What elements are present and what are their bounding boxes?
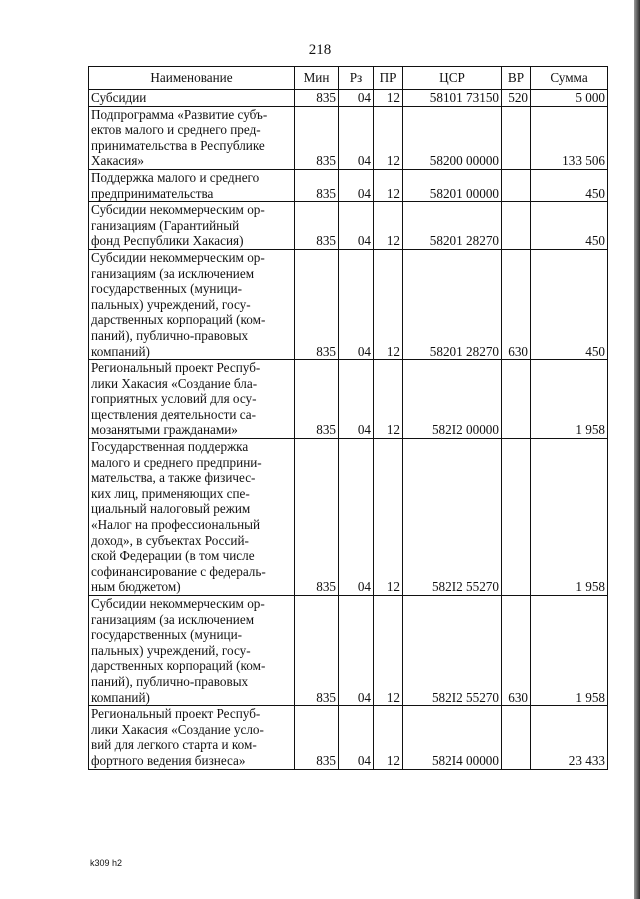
cell-rz: 04 bbox=[339, 706, 374, 769]
header-csr: ЦСР bbox=[403, 67, 502, 90]
cell-csr: 582I2 55270 bbox=[403, 439, 502, 596]
cell-min: 835 bbox=[295, 360, 339, 439]
cell-name: Субсидии некоммерческим ор- ганизациям (за исключением государственных (муници- пальных) учреждений, госу- дарственных корпораций (ком- паний), публично-правовых компаний) bbox=[89, 249, 295, 359]
cell-sum: 1 958 bbox=[531, 596, 608, 706]
cell-rz: 04 bbox=[339, 596, 374, 706]
cell-min: 835 bbox=[295, 439, 339, 596]
cell-vr bbox=[502, 169, 531, 201]
header-min: Мин bbox=[295, 67, 339, 90]
cell-sum: 5 000 bbox=[531, 90, 608, 107]
cell-csr: 582I2 55270 bbox=[403, 596, 502, 706]
table-header-row bbox=[89, 67, 608, 90]
header-name: Наименование bbox=[89, 67, 295, 90]
cell-csr: 582I2 00000 bbox=[403, 360, 502, 439]
cell-csr: 582I4 00000 bbox=[403, 706, 502, 769]
cell-min: 835 bbox=[295, 106, 339, 169]
cell-csr: 58201 28270 bbox=[403, 249, 502, 359]
footer-code: k309 h2 bbox=[90, 858, 123, 868]
table-row bbox=[89, 169, 608, 201]
table-row bbox=[89, 106, 608, 169]
cell-pr: 12 bbox=[374, 706, 403, 769]
cell-name: Субсидии bbox=[89, 90, 295, 107]
cell-sum: 23 433 bbox=[531, 706, 608, 769]
cell-csr: 58201 00000 bbox=[403, 169, 502, 201]
table-row bbox=[89, 249, 608, 359]
cell-name: Региональный проект Респуб- лики Хакасия «Создание усло- вий для легкого старта и ком- фортного ведения бизнеса» bbox=[89, 706, 295, 769]
cell-pr: 12 bbox=[374, 202, 403, 250]
cell-vr: 630 bbox=[502, 249, 531, 359]
cell-rz: 04 bbox=[339, 360, 374, 439]
cell-sum: 450 bbox=[531, 202, 608, 250]
cell-min: 835 bbox=[295, 596, 339, 706]
cell-pr: 12 bbox=[374, 596, 403, 706]
cell-min: 835 bbox=[295, 90, 339, 107]
cell-pr: 12 bbox=[374, 439, 403, 596]
cell-pr: 12 bbox=[374, 90, 403, 107]
cell-csr: 58101 73150 bbox=[403, 90, 502, 107]
cell-min: 835 bbox=[295, 249, 339, 359]
cell-csr: 58200 00000 bbox=[403, 106, 502, 169]
cell-pr: 12 bbox=[374, 360, 403, 439]
cell-sum: 1 958 bbox=[531, 360, 608, 439]
cell-vr bbox=[502, 706, 531, 769]
page-number: 218 bbox=[308, 42, 332, 58]
cell-sum: 450 bbox=[531, 249, 608, 359]
cell-sum: 133 506 bbox=[531, 106, 608, 169]
table-row bbox=[89, 596, 608, 706]
cell-name: Государственная поддержка малого и среднего предприни- мательства, а также физичес- ких лиц, применяющих спе- циальный налоговый режим «Налог на профессиональный доход», в субъектах Россий- ской Федерации (в том числе софинансирование с федераль- ным бюджетом) bbox=[89, 439, 295, 596]
table-row bbox=[89, 706, 608, 769]
cell-min: 835 bbox=[295, 202, 339, 250]
table-row bbox=[89, 90, 608, 107]
cell-min: 835 bbox=[295, 706, 339, 769]
cell-rz: 04 bbox=[339, 106, 374, 169]
cell-name: Субсидии некоммерческим ор- ганизациям (Гарантийный фонд Республики Хакасия) bbox=[89, 202, 295, 250]
cell-vr bbox=[502, 106, 531, 169]
cell-rz: 04 bbox=[339, 202, 374, 250]
table-row bbox=[89, 202, 608, 250]
cell-rz: 04 bbox=[339, 249, 374, 359]
cell-pr: 12 bbox=[374, 169, 403, 201]
cell-sum: 1 958 bbox=[531, 439, 608, 596]
header-pr: ПР bbox=[374, 67, 403, 90]
cell-vr bbox=[502, 360, 531, 439]
budget-table bbox=[88, 66, 608, 770]
header-vr: ВР bbox=[502, 67, 531, 90]
cell-rz: 04 bbox=[339, 439, 374, 596]
cell-min: 835 bbox=[295, 169, 339, 201]
cell-name: Подпрограмма «Развитие субъ- ектов малого и среднего пред- принимательства в Республике Хакасия» bbox=[89, 106, 295, 169]
cell-sum: 450 bbox=[531, 169, 608, 201]
cell-rz: 04 bbox=[339, 90, 374, 107]
header-rz: Рз bbox=[339, 67, 374, 90]
cell-pr: 12 bbox=[374, 249, 403, 359]
cell-vr bbox=[502, 439, 531, 596]
cell-pr: 12 bbox=[374, 106, 403, 169]
cell-name: Поддержка малого и среднего предпринимательства bbox=[89, 169, 295, 201]
header-sum: Сумма bbox=[531, 67, 608, 90]
table-row bbox=[89, 439, 608, 596]
cell-vr: 520 bbox=[502, 90, 531, 107]
cell-vr bbox=[502, 202, 531, 250]
page-edge-shadow bbox=[634, 0, 640, 899]
cell-name: Субсидии некоммерческим ор- ганизациям (за исключением государственных (муници- пальных) учреждений, госу- дарственных корпораций (ком- паний), публично-правовых компаний) bbox=[89, 596, 295, 706]
table-row bbox=[89, 360, 608, 439]
cell-rz: 04 bbox=[339, 169, 374, 201]
cell-csr: 58201 28270 bbox=[403, 202, 502, 250]
cell-name: Региональный проект Респуб- лики Хакасия «Создание бла- гоприятных условий для осу- ществления деятельности са- мозанятыми гражданами» bbox=[89, 360, 295, 439]
cell-vr: 630 bbox=[502, 596, 531, 706]
